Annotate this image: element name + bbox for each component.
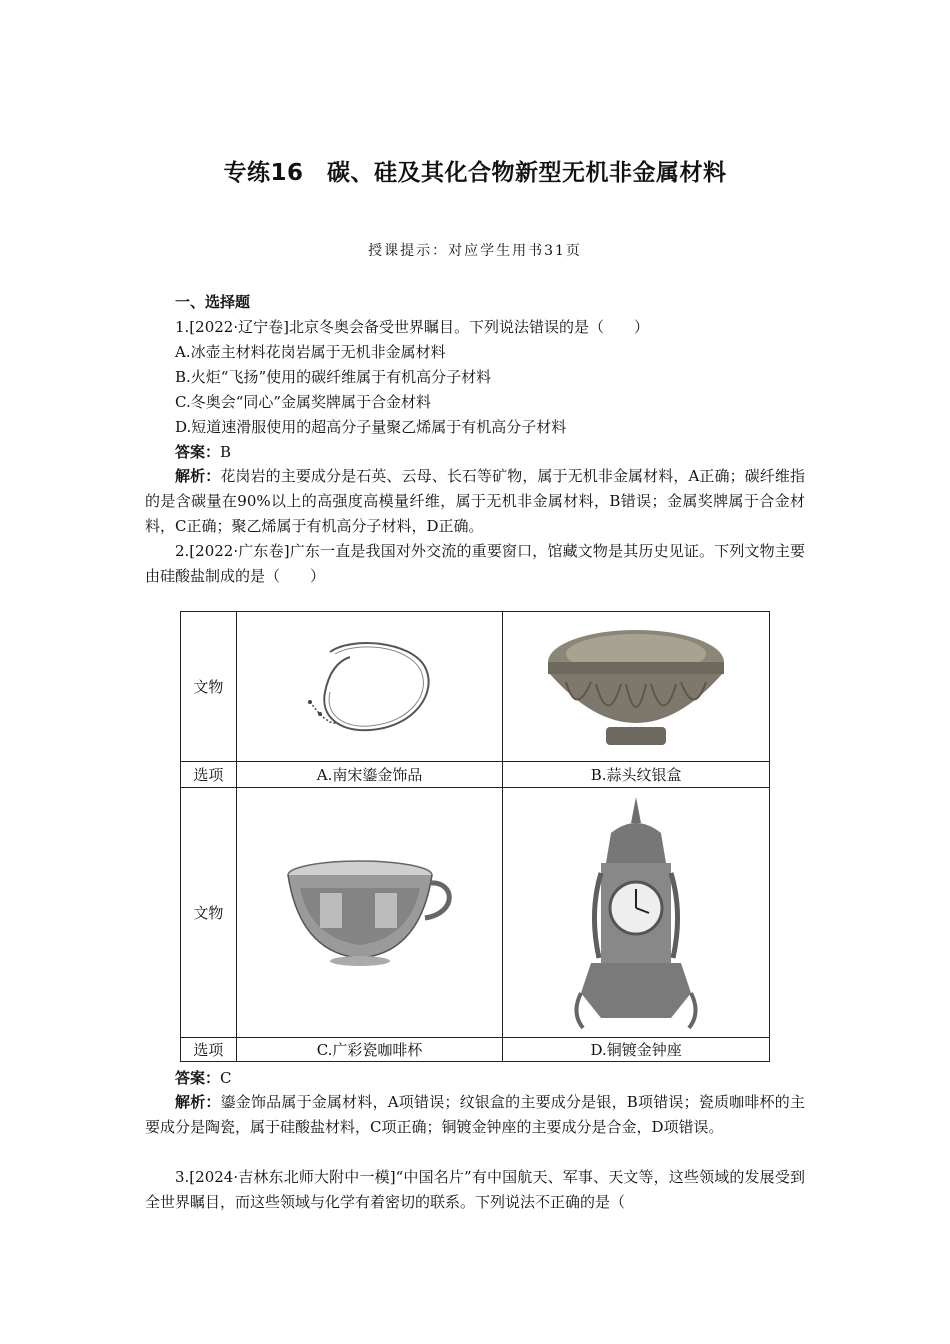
option-c-label: C.广彩瓷咖啡杯 <box>236 1038 503 1062</box>
artifact-image-a <box>236 612 503 762</box>
q2-answer-value: C <box>220 1069 232 1087</box>
porcelain-cup-image <box>280 853 460 973</box>
row-label-artifact-2: 文物 <box>181 788 237 1038</box>
q2-stem: 2.[2022·广东卷]广东一直是我国对外交流的重要窗口，馆藏文物是其历史见证。下列文物主要由硅酸盐制成的是（ ） <box>145 542 805 585</box>
option-a-label: A.南宋鎏金饰品 <box>236 762 503 788</box>
q2-analysis-label: 解析： <box>175 1093 221 1111</box>
artifact-image-d <box>503 788 770 1038</box>
q1-answer-label: 答案： <box>175 443 221 461</box>
q1-option-c: C.冬奥会“同心”金属奖牌属于合金材料 <box>175 393 432 411</box>
q1-answer-value: B <box>220 443 232 461</box>
q1-option-b: B.火炬“飞扬”使用的碳纤维属于有机高分子材料 <box>175 368 492 386</box>
option-d-label: D.铜镀金钟座 <box>503 1038 770 1062</box>
q2-analysis-text: 鎏金饰品属于金属材料，A项错误；纹银盒的主要成分是银，B项错误；瓷质咖啡杯的主要成分是陶瓷，属于硅酸盐材料，C项正确；铜镀金钟座的主要成分是合金，D项错误。 <box>145 1093 805 1136</box>
q1-option-a: A.冰壶主材料花岗岩属于无机非金属材料 <box>175 343 446 361</box>
silver-box-image <box>536 622 736 752</box>
q1-analysis <box>145 464 805 539</box>
row-label-artifact: 文物 <box>181 612 237 762</box>
gilt-clock-image <box>571 793 701 1033</box>
artifact-image-b <box>503 612 770 762</box>
row-label-option-2: 选项 <box>181 1038 237 1062</box>
gilt-necklace-image <box>290 632 450 742</box>
option-b-label: B.蒜头纹银盒 <box>503 762 770 788</box>
teaching-hint: 授课提示：对应学生用书31页 <box>368 243 582 259</box>
artifact-table <box>180 611 770 1062</box>
q1-option-d: D.短道速滑服使用的超高分子量聚乙烯属于有机高分子材料 <box>175 418 567 436</box>
page-title: 专练16 碳、硅及其化合物新型无机非金属材料 <box>223 160 727 186</box>
q1-analysis-text: 花岗岩的主要成分是石英、云母、长石等矿物，属于无机非金属材料，A正确；碳纤维指的是含碳量在90%以上的高强度高模量纤维，属于无机非金属材料，B错误；金属奖牌属于合金材料，C正确；聚乙烯属于有机高分子材料，D正确。 <box>145 467 805 535</box>
q1-stem: 1.[2022·辽宁卷]北京冬奥会备受世界瞩目。下列说法错误的是（ ） <box>175 318 649 336</box>
q3-stem: 3.[2024·吉林东北师大附中一模]“中国名片”有中国航天、军事、天文等，这些领域的发展受到全世界瞩目，而这些领域与化学有着密切的联系。下列说法不正确的是（ <box>145 1168 805 1211</box>
q1-analysis-label: 解析： <box>175 467 221 485</box>
q2-answer-label: 答案： <box>175 1069 221 1087</box>
section-heading: 一、选择题 <box>175 293 251 311</box>
q2-answer <box>175 1068 232 1088</box>
artifact-image-c <box>236 788 503 1038</box>
q2-analysis <box>145 1090 805 1140</box>
q1-answer <box>175 442 231 462</box>
row-label-option-1: 选项 <box>181 762 237 788</box>
